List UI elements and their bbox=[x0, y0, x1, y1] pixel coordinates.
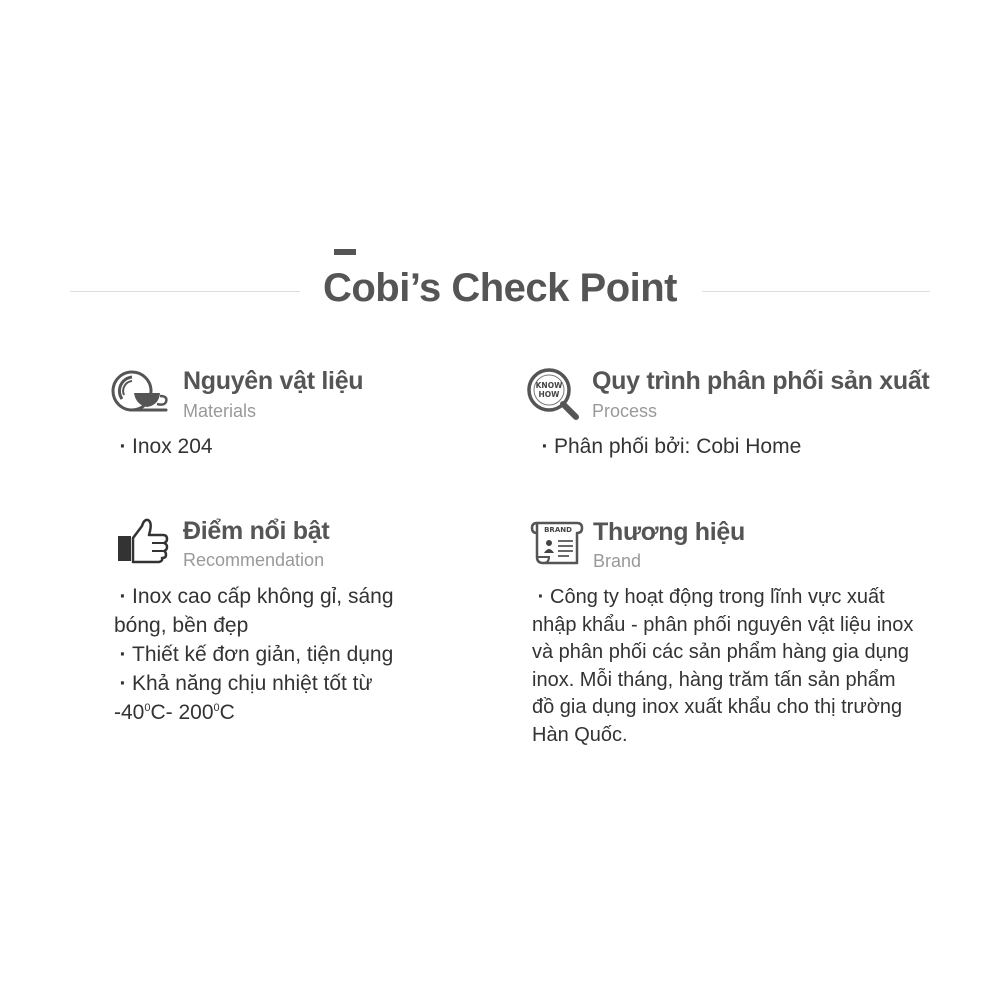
how-text: HOW bbox=[538, 390, 560, 399]
title-accent-bar bbox=[334, 249, 356, 255]
materials-subtitle: Materials bbox=[183, 401, 257, 421]
recommendation-body bbox=[114, 582, 434, 727]
brand-certificate-icon bbox=[529, 519, 585, 567]
know-text: KNOW bbox=[535, 381, 563, 390]
process-item-1: Phân phối bởi: Cobi Home bbox=[554, 435, 802, 458]
brand-title: Thương hiệu bbox=[593, 518, 745, 546]
thumbs-up-icon bbox=[116, 516, 170, 564]
brand-body bbox=[532, 584, 916, 749]
process-subtitle: Process bbox=[592, 401, 658, 421]
degree-sup: 0 bbox=[213, 702, 220, 714]
degree-sup: 0 bbox=[144, 702, 151, 714]
bullet: · bbox=[119, 672, 127, 695]
process-title: Quy trình phân phối sản xuất bbox=[592, 367, 930, 395]
bullet: · bbox=[119, 435, 127, 458]
materials-body bbox=[114, 432, 474, 461]
recommendation-subtitle: Recommendation bbox=[183, 550, 325, 570]
list-item bbox=[114, 640, 434, 669]
brand-description: Công ty hoạt động trong lĩnh vực xuất nhập khẩu - phân phối nguyên vật liệu inox và phân phối các sản phẩm hàng gia dụng inox. Mỗi tháng, hàng trăm tấn sản phẩm đồ gia dụng inox xuất khẩu cho thị trường Hàn Quốc. bbox=[532, 586, 914, 746]
process-body bbox=[536, 432, 936, 461]
materials-title: Nguyên vật liệu bbox=[183, 367, 364, 395]
brand-icon-text: BRAND bbox=[544, 526, 572, 534]
list-item bbox=[114, 432, 474, 461]
recommendation-title: Điểm nổi bật bbox=[183, 517, 330, 545]
brand-subtitle: Brand bbox=[593, 551, 642, 571]
page-title: Cobi’s Check Point bbox=[322, 266, 677, 310]
dish-cup-icon bbox=[110, 369, 174, 419]
recommendation-item-1: Inox cao cấp không gỉ, sáng bóng, bền đẹp bbox=[114, 585, 394, 637]
recommendation-item-2: Thiết kế đơn giản, tiện dụng bbox=[132, 643, 394, 666]
materials-item-1: Inox 204 bbox=[132, 435, 213, 458]
bullet: · bbox=[541, 435, 549, 458]
list-item bbox=[114, 582, 434, 640]
recommendation-item-3-suffix: C bbox=[219, 701, 235, 724]
bullet: · bbox=[119, 585, 127, 608]
recommendation-item-3-mid: C- 200 bbox=[150, 701, 214, 724]
know-how-magnifier-icon bbox=[526, 367, 582, 423]
list-item bbox=[114, 669, 434, 727]
bullet: · bbox=[119, 643, 127, 666]
list-item bbox=[536, 432, 936, 461]
brand-paragraph bbox=[532, 584, 916, 749]
bullet: · bbox=[537, 586, 545, 608]
recommendation-item-3-prefix: Khả năng chịu nhiệt tốt từ -40 bbox=[114, 672, 373, 724]
